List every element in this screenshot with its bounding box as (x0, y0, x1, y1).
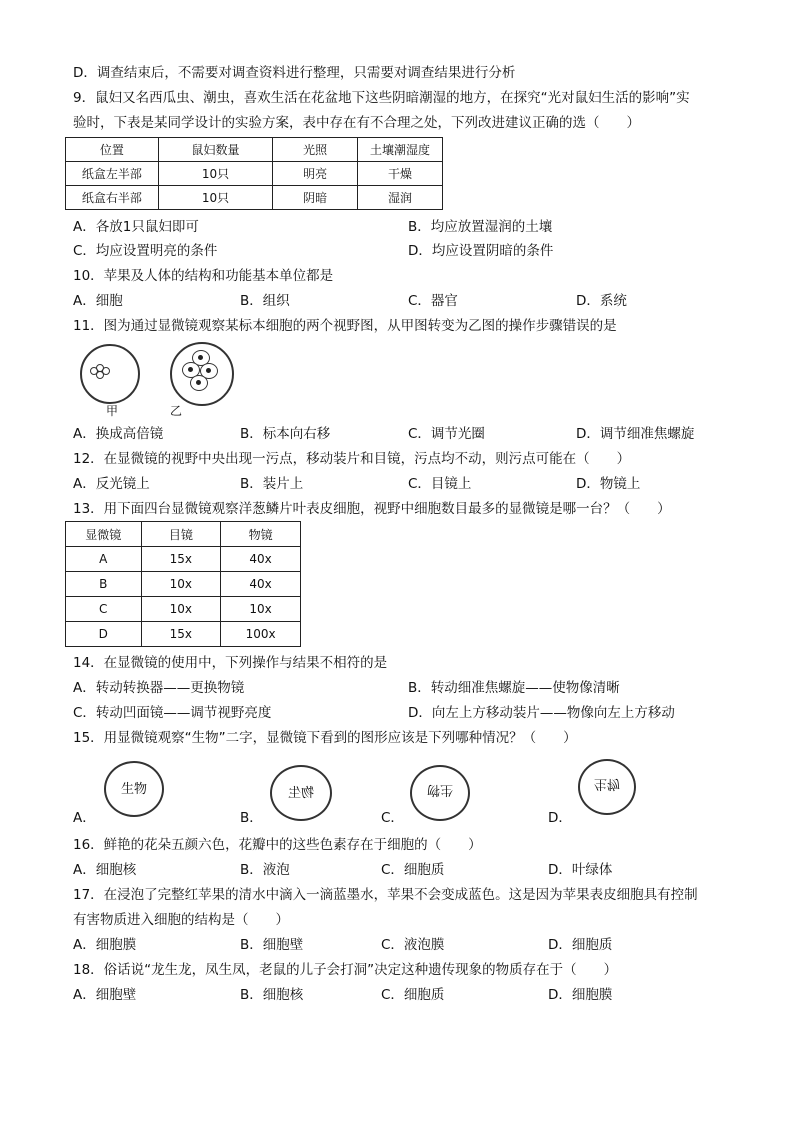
table-cell: 15x (141, 547, 221, 572)
table-cell: 10只 (158, 186, 272, 210)
q9-stem-line2: 验时，下表是某同学设计的实验方案，表中存在有不合理之处，下列改进建议正确的选（ ） (73, 115, 640, 131)
q10-stem: 10．苹果及人体的结构和功能基本单位都是 (73, 268, 334, 284)
table-cell: 明亮 (273, 162, 358, 186)
table-cell: 40x (221, 547, 301, 572)
table-row (66, 572, 301, 597)
q18-option-d[interactable]: D．细胞膜 (548, 987, 613, 1003)
table-cell: 10x (141, 572, 221, 597)
q11-option-c[interactable]: C．调节光圈 (408, 426, 485, 442)
q17-option-c[interactable]: C．液泡膜 (381, 937, 445, 953)
q18-option-a[interactable]: A．细胞壁 (73, 987, 137, 1003)
q18-stem: 18．俗话说“龙生龙，凤生凤，老鼠的儿子会打洞”决定这种遗传现象的物质存在于（ ） (73, 962, 618, 978)
figure-label-jia: 甲 (106, 404, 119, 418)
q15-figure-d (578, 759, 636, 815)
table-row (66, 186, 443, 210)
q12-option-a[interactable]: A．反光镜上 (73, 476, 150, 492)
q14-option-a[interactable]: A．转动转换器——更换物镜 (73, 680, 245, 696)
figure-text: 物生 (288, 786, 315, 801)
table-cell: 40x (221, 572, 301, 597)
table-cell: D (66, 622, 142, 647)
q14-option-c[interactable]: C．转动凹面镜——调节视野亮度 (73, 705, 272, 721)
q16-option-c[interactable]: C．细胞质 (381, 862, 445, 878)
table-header-cell: 鼠妇数量 (158, 138, 272, 162)
q12-stem: 12．在显微镜的视野中央出现一污点，移动装片和目镜，污点均不动，则污点可能在（ ） (73, 451, 631, 467)
q11-stem: 11．图为通过显微镜观察某标本细胞的两个视野图，从甲图转变为乙图的操作步骤错误的是 (73, 318, 617, 334)
table-header-row (66, 522, 301, 547)
table-row (66, 622, 301, 647)
q11-option-b[interactable]: B．标本向右移 (240, 426, 331, 442)
table-row (66, 597, 301, 622)
q16-option-b[interactable]: B．液泡 (240, 862, 290, 878)
cell-icon (102, 367, 110, 375)
figure-text: 生物 (593, 776, 620, 791)
q16-option-d[interactable]: D．叶绿体 (548, 862, 613, 878)
q11-figure-jia (80, 344, 140, 418)
table-row (66, 162, 443, 186)
table-cell: 纸盒右半部 (66, 186, 159, 210)
q15-option-a[interactable]: A． (73, 810, 96, 826)
q12-option-c[interactable]: C．目镜上 (408, 476, 472, 492)
q11-figure-yi (170, 342, 236, 418)
table-cell: B (66, 572, 142, 597)
table-cell: 干燥 (358, 162, 443, 186)
q17-option-d[interactable]: D．细胞质 (548, 937, 613, 953)
table-header-cell: 物镜 (221, 522, 301, 547)
q14-option-d[interactable]: D．向左上方移动装片——物像向左上方移动 (408, 705, 675, 721)
table-cell: 阴暗 (273, 186, 358, 210)
nucleus-icon (206, 368, 211, 373)
q9-stem-line1: 9．鼠妇又名西瓜虫、潮虫，喜欢生活在花盆地下这些阴暗潮湿的地方，在探究“光对鼠妇生活的影响”实 (73, 90, 690, 106)
table-cell: C (66, 597, 142, 622)
table-header-cell: 位置 (66, 138, 159, 162)
table-cell: 15x (141, 622, 221, 647)
q9-option-c[interactable]: C．均应设置明亮的条件 (73, 243, 218, 259)
q10-option-a[interactable]: A．细胞 (73, 293, 123, 309)
q17-option-b[interactable]: B．细胞壁 (240, 937, 304, 953)
table-row (66, 547, 301, 572)
q10-option-c[interactable]: C．器官 (408, 293, 458, 309)
q10-option-d[interactable]: D．系统 (576, 293, 627, 309)
table-header-row (66, 138, 443, 162)
figure-text: 生物 (120, 782, 147, 797)
table-cell: 10x (141, 597, 221, 622)
table-header-cell: 目镜 (141, 522, 221, 547)
q9-option-d[interactable]: D．均应设置阴暗的条件 (408, 243, 554, 259)
q17-stem-line1: 17．在浸泡了完整红苹果的清水中滴入一滴蓝墨水，苹果不会变成蓝色。这是因为苹果表皮细胞具有控制 (73, 887, 698, 903)
q11-option-a[interactable]: A．换成高倍镜 (73, 426, 164, 442)
q18-option-c[interactable]: C．细胞质 (381, 987, 445, 1003)
table-header-cell: 土壤潮湿度 (358, 138, 443, 162)
q9-option-b[interactable]: B．均应放置湿润的土壤 (408, 219, 553, 235)
q11-option-d[interactable]: D．调节细准焦螺旋 (576, 426, 695, 442)
microscope-field-circle (80, 344, 140, 404)
q13-stem: 13．用下面四台显微镜观察洋葱鳞片叶表皮细胞，视野中细胞数目最多的显微镜是哪一台？（ ） (73, 501, 671, 517)
q12-option-b[interactable]: B．装片上 (240, 476, 304, 492)
table-cell: 100x (221, 622, 301, 647)
q8-option-d: D．调查结束后，不需要对调查资料进行整理，只需要对调查结果进行分析 (73, 65, 516, 81)
nucleus-icon (196, 380, 201, 385)
table-cell: 10只 (158, 162, 272, 186)
q15-stem: 15．用显微镜观察“生物”二字，显微镜下看到的图形应该是下列哪种情况？（ ） (73, 730, 577, 746)
q14-option-b[interactable]: B．转动细准焦螺旋——使物像清晰 (408, 680, 620, 696)
q17-stem-line2: 有害物质进入细胞的结构是（ ） (73, 912, 289, 928)
figure-text: 生物 (427, 782, 454, 797)
q16-option-a[interactable]: A．细胞核 (73, 862, 137, 878)
q15-option-c[interactable]: C． (381, 810, 404, 826)
q16-stem: 16．鲜艳的花朵五颜六色，花瓣中的这些色素存在于细胞的（ ） (73, 837, 482, 853)
q12-option-d[interactable]: D．物镜上 (576, 476, 641, 492)
figure-label-yi: 乙 (170, 404, 183, 418)
q15-option-b[interactable]: B． (240, 810, 263, 826)
q17-option-a[interactable]: A．细胞膜 (73, 937, 137, 953)
table-cell: 10x (221, 597, 301, 622)
q10-option-b[interactable]: B．组织 (240, 293, 290, 309)
q15-figure-c (410, 765, 470, 821)
q18-option-b[interactable]: B．细胞核 (240, 987, 304, 1003)
table-cell: 纸盒左半部 (66, 162, 159, 186)
nucleus-icon (198, 355, 203, 360)
table-cell: 湿润 (358, 186, 443, 210)
q15-figure-b (270, 765, 332, 821)
table-cell: A (66, 547, 142, 572)
q9-option-a[interactable]: A．各放1只鼠妇即可 (73, 219, 199, 235)
cell-icon (190, 375, 208, 391)
nucleus-icon (188, 367, 193, 372)
q15-figure-a (104, 761, 164, 817)
q14-stem: 14．在显微镜的使用中，下列操作与结果不相符的是 (73, 655, 388, 671)
table-header-cell: 显微镜 (66, 522, 142, 547)
table-header-cell: 光照 (273, 138, 358, 162)
q15-option-d[interactable]: D． (548, 810, 572, 826)
q13-table (65, 521, 301, 647)
q9-table (65, 137, 443, 210)
